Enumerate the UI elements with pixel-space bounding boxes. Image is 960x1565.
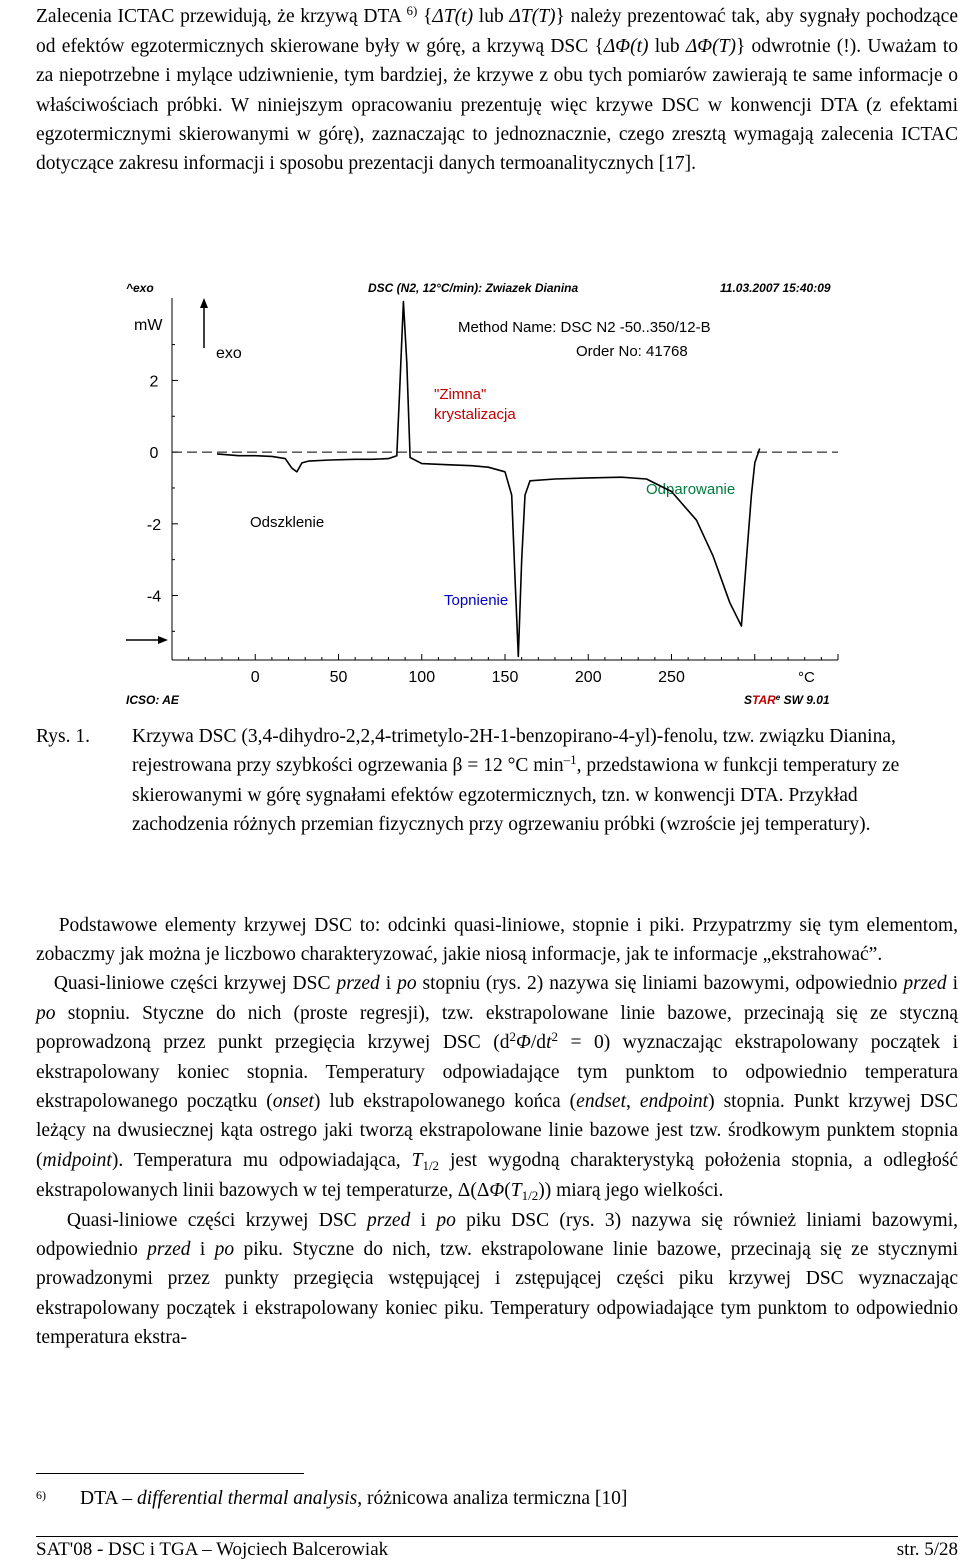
y-tick-label: 2 [149,373,159,391]
footer-rule [36,1536,958,1537]
paragraph-4: Quasi-liniowe części krzywej DSC przed i po piku DSC (rys. 3) nazywa się również liniami bazowymi, odpowiednio przed i po piku. Styczne do nich, tzw. ekstrapolowane linie bazowe, przecinają się ze stycznymi prowadzonymi przez punkty przegięcia wstępującej i zstępującej części piku krzywej DSC wyznaczając ekstrapolowany początek i ekstrapolowany koniec piku. Temperatury odpowiadające tym punktom to odpowiednio temperatura ekstra- [36,1210,959,1348]
footnote-rule [36,1473,304,1474]
page-number: str. 5/28 [896,1539,958,1560]
annotation-cold-crystallization-1: "Zimna" [434,386,487,403]
footnote [36,1486,958,1519]
annotation-glass-transition: Odszklenie [250,514,325,531]
annotation-cold-crystallization-2: krystalizacja [434,406,516,423]
order-no: Order No: 41768 [576,343,688,360]
x-tick-label: 50 [329,669,348,686]
x-tick-label: 100 [408,669,436,686]
y-tick-label: 0 [149,445,159,463]
exo-arrow-head [200,298,208,308]
y-tick-label: -4 [146,588,162,606]
method-name: Method Name: DSC N2 -50..350/12-B [458,319,711,336]
footer-left: SAT'08 - DSC i TGA – Wojciech Balcerowiak [36,1539,389,1560]
dsc-chart [118,262,848,712]
footnote-text: DTA – differential thermal analysis, różnicowa analiza termiczna [10] [80,1488,628,1509]
footnote-mark: 6) [36,1488,46,1502]
time-arrow-head [158,636,168,644]
intro-paragraph: Zalecenia ICTAC przewidują, że krzywą DTA $^{6)}$ {ΔT(t) lub ΔT(T)} należy prezentować tak, aby sygnały pochodzące od efektów egzotermicznych skierowane były w górę, a krzywą DSC {ΔΦ(t) lub ΔΦ(T)} odwrotnie (!). Uważam to za niepotrzebne i mylące udziwnienie, tym bardziej, że krzywe z obu tych pomiarów zawierają te same informacje o właściwościach próbki. W niniejszym opracowaniu prezentuję więc krzywe DSC w konwencji DTA (z efektami egzotermicznymi skierowanymi w górę), zaznaczając to jednoznacznie, czego zresztą wymagają zalecenia ICTAC dotyczące zakresu informacji i sposobu prezentacji danych termoanalitycznych [17]. [36,3,959,175]
x-tick-label: 150 [491,669,519,686]
annotation-evaporation: Odparowanie [646,481,736,498]
footer-star-tar: TAR [752,693,776,707]
x-tick-label: 200 [574,669,602,686]
annotation-melting: Topnienie [444,592,509,609]
x-tick-label: 250 [658,669,685,686]
header-date: 11.03.2007 15:40:09 [720,281,831,295]
body-text [36,911,958,1352]
y-unit: mW [134,317,163,334]
footer-icso: ICSO: AE [126,693,179,707]
figure-caption [36,722,958,839]
x-unit: °C [798,669,815,686]
header-title: DSC (N2, 12°C/min): Zwiazek Dianina [368,281,579,295]
paragraph-2: Podstawowe elementy krzywej DSC to: odcinki quasi-liniowe, stopnie i piki. Przypatrzmy się tym elementom, zobaczmy jak można je liczbowo charakteryzować, jakie niosą informacje, jak te informacje „ekstrahować”. [36,915,959,966]
footer-star-e: e [775,693,781,702]
header-exo: ^exo [126,281,154,295]
x-tick-label: 0 [250,669,260,686]
paragraph-3: Quasi-liniowe części krzywej DSC przed i po stopniu (rys. 2) nazywa się liniami bazowymi, odpowiednio przed i po stopniu. Styczne do nich (proste regresji), tzw. ekstrapolowane linie bazowe, przecinają się ze styczną poprowadzoną przez punkt przegięcia krzywej DSC $(d^2\Phi/dt^2 = 0)$ wyznaczając ekstrapolowany początek i ekstrapolowany koniec stopnia. Temperatury odpowiadające tym punktom to odpowiednio temperatura ekstrapolowanego początku (onset) lub ekstrapolowanego końca (endset, endpoint) stopnia. Punkt krzywej DSC leżący na dwusiecznej kąta ostrego jaki tworzą ekstrapolowane linie bazowe jest tzw. środkowym punktem stopnia (midpoint). Temperatura mu odpowiadająca, $T_{1/2}$ jest wygodną charakterystyką położenia stopnia, a odległość ekstrapolowanych linii bazowych w tej temperaturze, $\Delta(\Delta\Phi(T_{1/2}))$ miarą jego wielkości. [36,973,959,1203]
dsc-figure [118,262,848,712]
footer-sw: SW 9.01 [780,693,830,707]
y-tick-label: -2 [146,516,162,534]
exo-label: exo [216,345,242,362]
footer-star-sw [744,693,830,707]
caption-body: Krzywa DSC (3,4-dihydro-2,2,4-trimetylo-2H-1-benzopirano-4-yl)-fenolu, tzw. związku Dianina, rejestrowana przy szybkości ogrzewania β = 12 °C $\min^{-1}$, przedstawiona w funkcji temperatury ze skierowanymi w górę sygnałami efektów egzotermicznych, tzn. w konwencji DTA. Przykład zachodzenia różnych przemian fizycznych przy ogrzewaniu próbki (wzroście jej temperatury). [132,726,900,835]
caption-label: Rys. 1. [36,726,90,747]
footer-star-s: S [744,693,753,707]
